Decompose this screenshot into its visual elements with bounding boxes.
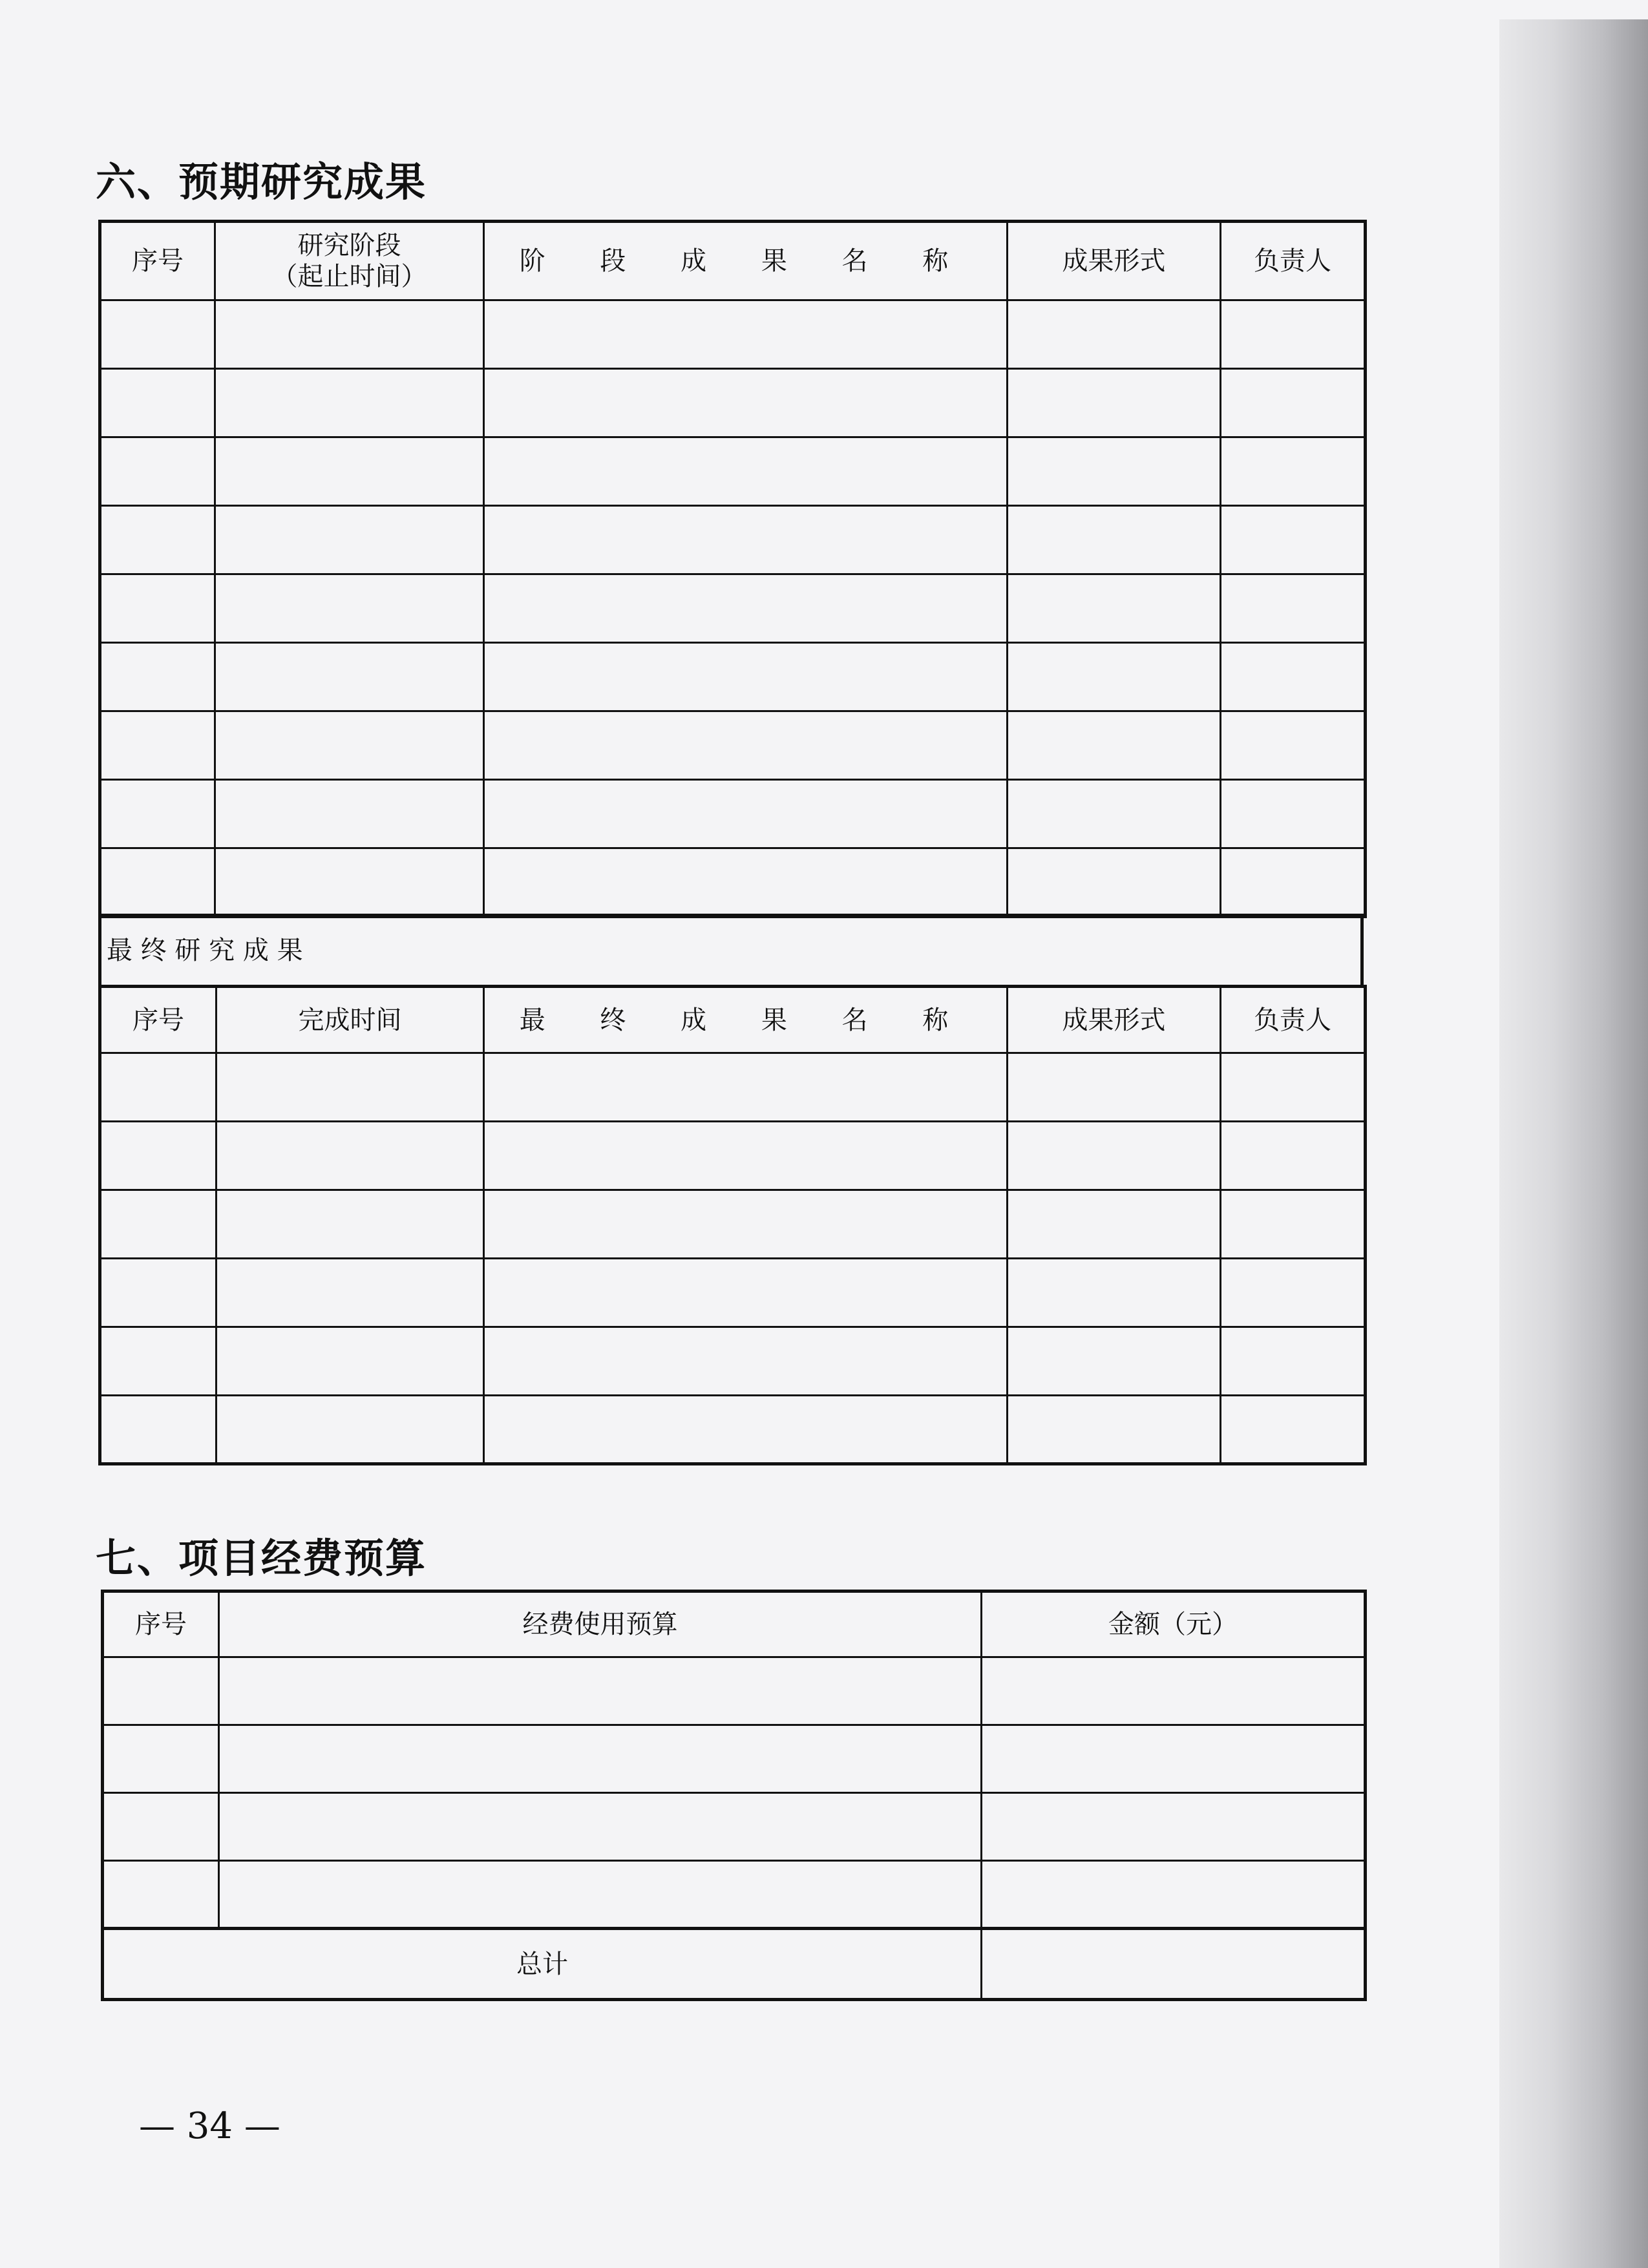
blank-cell[interactable] (100, 437, 215, 506)
blank-cell[interactable] (215, 711, 484, 780)
blank-cell[interactable] (484, 848, 1008, 917)
header-stage-line2: （起止时间） (271, 262, 427, 291)
blank-cell[interactable] (982, 1793, 1366, 1861)
section-7-heading: 七、项目经费预算 (96, 1535, 427, 1582)
budget-header-index: 序号 (103, 1591, 219, 1657)
final-header-row (100, 987, 1366, 1053)
budget-header-amount: 金额（元） (982, 1591, 1366, 1657)
blank-cell[interactable] (1008, 1259, 1221, 1327)
blank-cell[interactable] (215, 506, 484, 574)
blank-cell[interactable] (219, 1861, 982, 1929)
budget-header-item: 经费使用预算 (219, 1591, 982, 1657)
blank-cell[interactable] (100, 711, 215, 780)
blank-cell[interactable] (100, 300, 215, 369)
stage-results-table (98, 220, 1367, 918)
header-stage-line1: 研究阶段 (297, 231, 401, 260)
final-caption-table (98, 914, 1364, 987)
blank-cell[interactable] (100, 848, 215, 917)
blank-cell[interactable] (1221, 1190, 1366, 1259)
blank-cell[interactable] (215, 848, 484, 917)
header-owner: 负责人 (1221, 222, 1366, 300)
blank-cell[interactable] (1221, 437, 1366, 506)
page-edge-shadow (1499, 19, 1648, 2268)
blank-cell[interactable] (215, 574, 484, 643)
final-header-owner: 负责人 (1221, 987, 1366, 1053)
stage-table-row (100, 643, 1366, 711)
blank-cell[interactable] (103, 1657, 219, 1725)
blank-cell[interactable] (100, 1053, 217, 1122)
blank-cell[interactable] (1221, 643, 1366, 711)
blank-cell[interactable] (100, 574, 215, 643)
blank-cell[interactable] (103, 1725, 219, 1793)
final-table-row (100, 1190, 1366, 1259)
stage-table-row (100, 369, 1366, 437)
final-table-row (100, 1053, 1366, 1122)
page-number: — 34 — (139, 2105, 280, 2147)
blank-cell[interactable] (1008, 643, 1221, 711)
header-result-name: 阶 段 成 果 名 称 (484, 222, 1008, 300)
blank-cell[interactable] (484, 1396, 1008, 1464)
blank-cell[interactable] (1221, 1259, 1366, 1327)
blank-cell[interactable] (100, 643, 215, 711)
blank-cell[interactable] (219, 1725, 982, 1793)
final-results-caption: 最 终 研 究 成 果 (100, 915, 1362, 986)
blank-cell[interactable] (215, 780, 484, 848)
blank-cell[interactable] (1221, 506, 1366, 574)
blank-cell[interactable] (100, 780, 215, 848)
blank-cell[interactable] (103, 1793, 219, 1861)
blank-cell[interactable] (484, 437, 1008, 506)
blank-cell[interactable] (215, 643, 484, 711)
blank-cell[interactable] (215, 369, 484, 437)
blank-cell[interactable] (1221, 1327, 1366, 1396)
blank-cell[interactable] (1008, 848, 1221, 917)
blank-cell[interactable] (1008, 369, 1221, 437)
header-index: 序号 (100, 222, 215, 300)
blank-cell[interactable] (100, 1259, 217, 1327)
blank-cell[interactable] (217, 1053, 484, 1122)
blank-cell[interactable] (215, 437, 484, 506)
blank-cell[interactable] (1221, 1396, 1366, 1464)
blank-cell[interactable] (484, 643, 1008, 711)
blank-cell[interactable] (484, 1190, 1008, 1259)
blank-cell[interactable] (1221, 1053, 1366, 1122)
blank-cell[interactable] (215, 300, 484, 369)
blank-cell[interactable] (1221, 780, 1366, 848)
blank-cell[interactable] (484, 1122, 1008, 1190)
blank-cell[interactable] (1221, 1122, 1366, 1190)
final-header-form: 成果形式 (1008, 987, 1221, 1053)
final-header-index: 序号 (100, 987, 217, 1053)
blank-cell[interactable] (1221, 711, 1366, 780)
blank-cell[interactable] (484, 506, 1008, 574)
blank-cell[interactable] (484, 1053, 1008, 1122)
blank-cell[interactable] (484, 780, 1008, 848)
budget-total-label: 总计 (103, 1929, 982, 2000)
budget-header-row (103, 1591, 1366, 1657)
blank-cell[interactable] (103, 1861, 219, 1929)
blank-cell[interactable] (100, 1396, 217, 1464)
blank-cell[interactable] (1008, 1327, 1221, 1396)
budget-table-row (103, 1725, 1366, 1793)
blank-cell[interactable] (1008, 574, 1221, 643)
blank-cell[interactable] (484, 300, 1008, 369)
blank-cell[interactable] (217, 1259, 484, 1327)
blank-cell[interactable] (219, 1793, 982, 1861)
blank-cell[interactable] (1008, 1053, 1221, 1122)
budget-table-row (103, 1861, 1366, 1929)
stage-table-row (100, 848, 1366, 917)
header-stage (215, 222, 484, 300)
blank-cell[interactable] (484, 1327, 1008, 1396)
blank-cell[interactable] (217, 1396, 484, 1464)
budget-total-value[interactable] (982, 1929, 1366, 2000)
blank-cell[interactable] (217, 1190, 484, 1259)
stage-table-row (100, 506, 1366, 574)
blank-cell[interactable] (1008, 300, 1221, 369)
blank-cell[interactable] (982, 1861, 1366, 1929)
blank-cell[interactable] (484, 369, 1008, 437)
blank-cell[interactable] (100, 1122, 217, 1190)
stage-table-row (100, 300, 1366, 369)
blank-cell[interactable] (100, 369, 215, 437)
blank-cell[interactable] (484, 711, 1008, 780)
final-results-table (98, 985, 1367, 1465)
budget-table (101, 1590, 1367, 2001)
stage-table-row (100, 780, 1366, 848)
blank-cell[interactable] (1008, 1396, 1221, 1464)
blank-cell[interactable] (217, 1327, 484, 1396)
blank-cell[interactable] (100, 1190, 217, 1259)
blank-cell[interactable] (217, 1122, 484, 1190)
stage-table-row (100, 711, 1366, 780)
blank-cell[interactable] (1008, 437, 1221, 506)
stage-header-row (100, 222, 1366, 300)
section-6-heading: 六、预期研究成果 (96, 158, 427, 205)
final-table-row (100, 1122, 1366, 1190)
blank-cell[interactable] (219, 1657, 982, 1725)
blank-cell[interactable] (484, 574, 1008, 643)
blank-cell[interactable] (982, 1725, 1366, 1793)
blank-cell[interactable] (1221, 369, 1366, 437)
budget-table-row (103, 1657, 1366, 1725)
budget-total-row (103, 1929, 1366, 2000)
blank-cell[interactable] (484, 1259, 1008, 1327)
blank-cell[interactable] (1008, 711, 1221, 780)
blank-cell[interactable] (1008, 1122, 1221, 1190)
final-header-time: 完成时间 (217, 987, 484, 1053)
blank-cell[interactable] (982, 1657, 1366, 1725)
blank-cell[interactable] (1221, 300, 1366, 369)
budget-table-row (103, 1793, 1366, 1861)
final-table-row (100, 1396, 1366, 1464)
blank-cell[interactable] (1008, 1190, 1221, 1259)
final-header-result-name: 最 终 成 果 名 称 (484, 987, 1008, 1053)
blank-cell[interactable] (1008, 780, 1221, 848)
blank-cell[interactable] (1221, 848, 1366, 917)
final-table-row (100, 1259, 1366, 1327)
blank-cell[interactable] (1221, 574, 1366, 643)
blank-cell[interactable] (100, 506, 215, 574)
final-table-row (100, 1327, 1366, 1396)
stage-table-row (100, 574, 1366, 643)
blank-cell[interactable] (1008, 506, 1221, 574)
blank-cell[interactable] (100, 1327, 217, 1396)
header-form: 成果形式 (1008, 222, 1221, 300)
stage-table-row (100, 437, 1366, 506)
